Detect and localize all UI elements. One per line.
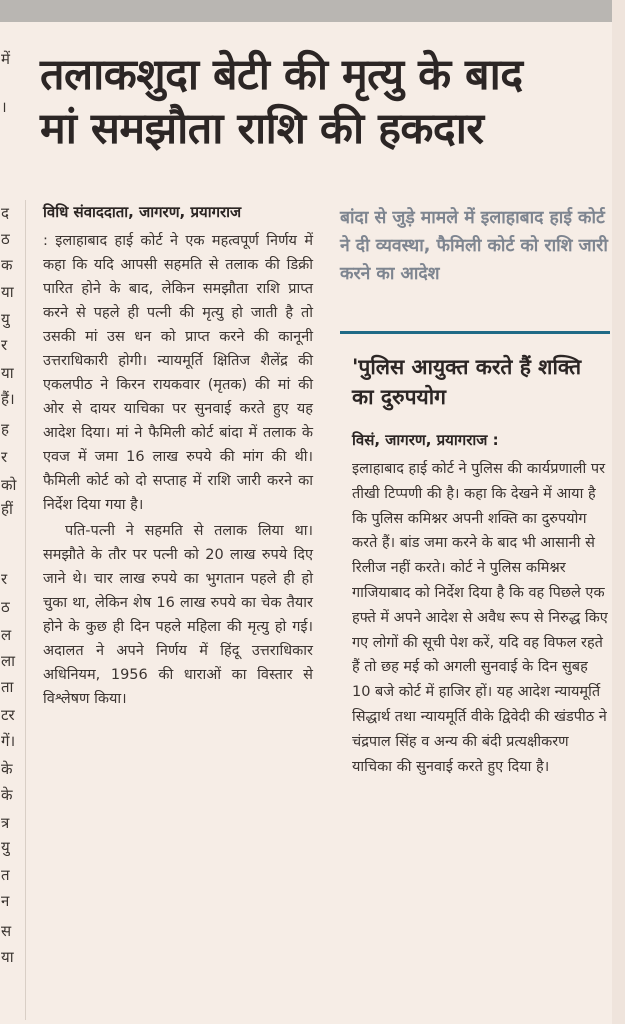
- left-fragment: या: [1, 948, 14, 966]
- left-fragment: त्र: [1, 814, 10, 832]
- adjacent-column-fragments: [0, 40, 22, 1024]
- main-article-body: [43, 229, 313, 711]
- left-fragment: के: [1, 760, 13, 778]
- top-margin-band: [0, 0, 612, 22]
- left-fragment: ल: [1, 626, 12, 644]
- left-fragment: ठ: [1, 230, 10, 248]
- left-fragment: हैं।: [1, 390, 15, 408]
- left-fragment: को: [1, 476, 17, 494]
- column-divider: [25, 200, 26, 1020]
- left-fragment: में: [1, 50, 10, 68]
- article-deck: बांदा से जुड़े मामले में इलाहाबाद हाई कोर्ट ने दी व्यवस्था, फैमिली कोर्ट को राशि जारी करने का आदेश: [340, 208, 608, 284]
- left-fragment: गें।: [1, 732, 16, 750]
- left-fragment: द: [1, 204, 9, 222]
- left-fragment: ।: [1, 98, 7, 116]
- left-fragment: त: [1, 866, 10, 884]
- main-headline: [40, 48, 600, 156]
- left-fragment: यु: [1, 838, 10, 856]
- right-page-edge: [612, 0, 625, 1024]
- left-fragment: स: [1, 922, 12, 940]
- side-article-headline: 'पुलिस आयुक्त करते हैं शक्ति का दुरुपयोग: [352, 355, 582, 409]
- left-fragment: ह: [1, 420, 9, 438]
- headline-line-1: तलाकशुदा बेटी की मृत्यु के बाद: [40, 50, 523, 100]
- main-byline: विधि संवाददाता, जागरण, प्रयागराज: [43, 203, 242, 221]
- left-fragment: क: [1, 256, 13, 274]
- left-fragment: या: [1, 364, 14, 382]
- side-article-byline: विसं, जागरण, प्रयागराज :: [352, 431, 499, 449]
- side-article-body: इलाहाबाद हाई कोर्ट ने पुलिस की कार्यप्रणाली पर तीखी टिप्पणी की है। कहा कि देखने में आया है कि पुलिस कमिश्नर अपनी शक्ति का दुरुपयोग करते हैं। बांड जमा करने के बाद भी आसानी से रिलीज नहीं करते। कोर्ट ने पुलिस कमिश्नर गाजियाबाद को निर्देश दिया है कि वह पिछले एक हफ्ते में अपने आदेश से अवैध रूप से निरुद्ध किए गए लोगों की सूची पेश करें, यदि वह विफल रहते हैं तो छह मई को अगली सुनवाई के दिन सुबह 10 बजे कोर्ट में हाजिर हों। यह आदेश न्यायमूर्ति सिद्धार्थ तथा न्यायमूर्ति वीके द्विवेदी की खंडपीठ ने चंद्रपाल सिंह व अन्य की बंदी प्रत्यक्षीकरण याचिका की सुनवाई करते हुए दिया है।: [352, 461, 608, 775]
- left-fragment: या: [1, 283, 14, 301]
- left-fragment: न: [1, 892, 10, 910]
- headline-line-2: मां समझौता राशि की हकदार: [40, 104, 484, 154]
- left-fragment: ठ: [1, 598, 10, 616]
- main-paragraph-1: : इलाहाबाद हाई कोर्ट ने एक महत्वपूर्ण निर्णय में कहा कि यदि आपसी सहमति से तलाक की डिक्री पारित होने के बाद, लेकिन समझौता राशि प्राप्त करने से पहले ही पत्नी की मृत्यु हो जाती है तो उसकी मां उस धन को प्राप्त करने की कानूनी उत्तराधिकारी होगी। न्यायमूर्ति क्षितिज शैलेंद्र की एकलपीठ ने किरन रायकवार (मृतक) की मां की ओर से दायर याचिका पर सुनवाई करते हुए यह आदेश दिया। मां ने फैमिली कोर्ट बांदा में तलाक के एवज में जमा 16 लाख रुपये की मांग की थी। फैमिली कोर्ट को दो सप्ताह में राशि जारी करने का निर्देश दिया गया है।: [43, 233, 313, 513]
- left-fragment: ता: [1, 678, 14, 696]
- left-fragment: र: [1, 570, 8, 588]
- deck-rule: [340, 331, 610, 334]
- main-paragraph-2: पति-पत्नी ने सहमति से तलाक लिया था। समझौते के तौर पर पत्नी को 20 लाख रुपये दिए जाने थे। चार लाख रुपये का भुगतान पहले ही हो चुका था, लेकिन शेष 16 लाख रुपये का चेक तैयार होने के कुछ ही दिन पहले महिला की मृत्यु हो गई। अदालत ने अपने निर्णय में हिंदू उत्तराधिकार अधिनियम, 1956 की धाराओं का विस्तार से विश्लेषण किया।: [43, 523, 313, 707]
- left-fragment: र: [1, 336, 8, 354]
- left-fragment: र: [1, 448, 8, 466]
- left-fragment: टर: [1, 706, 15, 724]
- left-fragment: के: [1, 786, 13, 804]
- left-fragment: यु: [1, 310, 10, 328]
- left-fragment: हीं: [1, 500, 13, 518]
- left-fragment: ला: [1, 652, 16, 670]
